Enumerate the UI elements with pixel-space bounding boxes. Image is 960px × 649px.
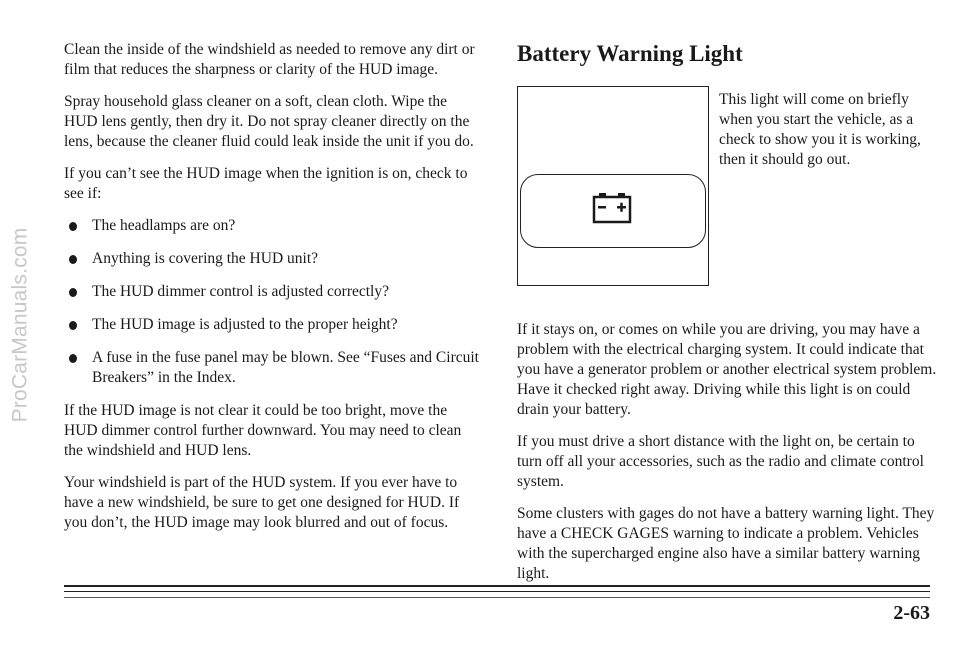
footer-divider [64,597,930,598]
right-column [517,40,937,596]
list-item [64,348,484,388]
paragraph-stays-on: If it stays on, or comes on while you are driving, you may have a problem with the electrical charging system. It could indicate that you have a generator problem or another electrical system problem. Have it checked right away. Driving while this light is on could drain your battery. [517,321,937,418]
warning-light-intro: This light will come on briefly when you start the vehicle, as a check to show you it is working, then it should go out. [719,91,921,168]
paragraph-hud-too-bright: If the HUD image is not clear it could be too bright, move the HUD dimmer control further downward. You may need to clean the windshield and HUD lens. [64,402,462,459]
list-item [64,315,484,335]
paragraph-drive-short-distance: If you must drive a short distance with the light on, be certain to turn off all your accessories, such as the radio and climate control system. [517,433,924,490]
list-item-text: The HUD image is adjusted to the proper height? [92,316,398,333]
list-item-text: The headlamps are on? [92,217,236,234]
bullet-icon [69,288,77,297]
warning-light-block [517,86,937,286]
paragraph-check-list-intro: If you can’t see the HUD image when the ignition is on, check to see if: [64,165,468,202]
bullet-icon [69,255,77,264]
left-column [64,40,484,545]
watermark [2,0,38,649]
bullet-icon [69,354,77,363]
hud-checklist [64,216,484,388]
list-item [64,282,484,302]
section-heading: Battery Warning Light [517,41,743,66]
battery-icon [592,191,632,225]
warning-light-illustration [517,86,709,286]
bullet-icon [69,222,77,231]
list-item-text: The HUD dimmer control is adjusted correctly? [92,283,389,300]
paragraph-spray-cleaner: Spray household glass cleaner on a soft, clean cloth. Wipe the HUD lens gently, then dry it. Do not spray cleaner directly on the lens, because the cleaner fluid could leak inside the unit if you do. [64,93,474,150]
list-item-text: Anything is covering the HUD unit? [92,250,319,267]
list-item [64,216,484,236]
paragraph-hud-windshield: Your windshield is part of the HUD system. If you ever have to have a new windshield, be sure to get one designed for HUD. If you don’t, the HUD image may look blurred and out of focus. [64,474,460,531]
paragraph-clean-windshield: Clean the inside of the windshield as needed to remove any dirt or film that reduces the sharpness or clarity of the HUD image. [64,41,475,78]
watermark-text: ProCarManuals.com [8,227,31,422]
list-item-text: A fuse in the fuse panel may be blown. See “Fuses and Circuit Breakers” in the Index. [92,349,479,386]
list-item [64,249,484,269]
paragraph-clusters-with-gages: Some clusters with gages do not have a battery warning light. They have a CHECK GAGES warning to indicate a problem. Vehicles with the supercharged engine also have a similar battery warning light. [517,505,935,582]
bullet-icon [69,321,77,330]
footer-divider [64,585,930,587]
footer-divider [64,591,930,592]
page-number: 2-63 [893,602,930,624]
